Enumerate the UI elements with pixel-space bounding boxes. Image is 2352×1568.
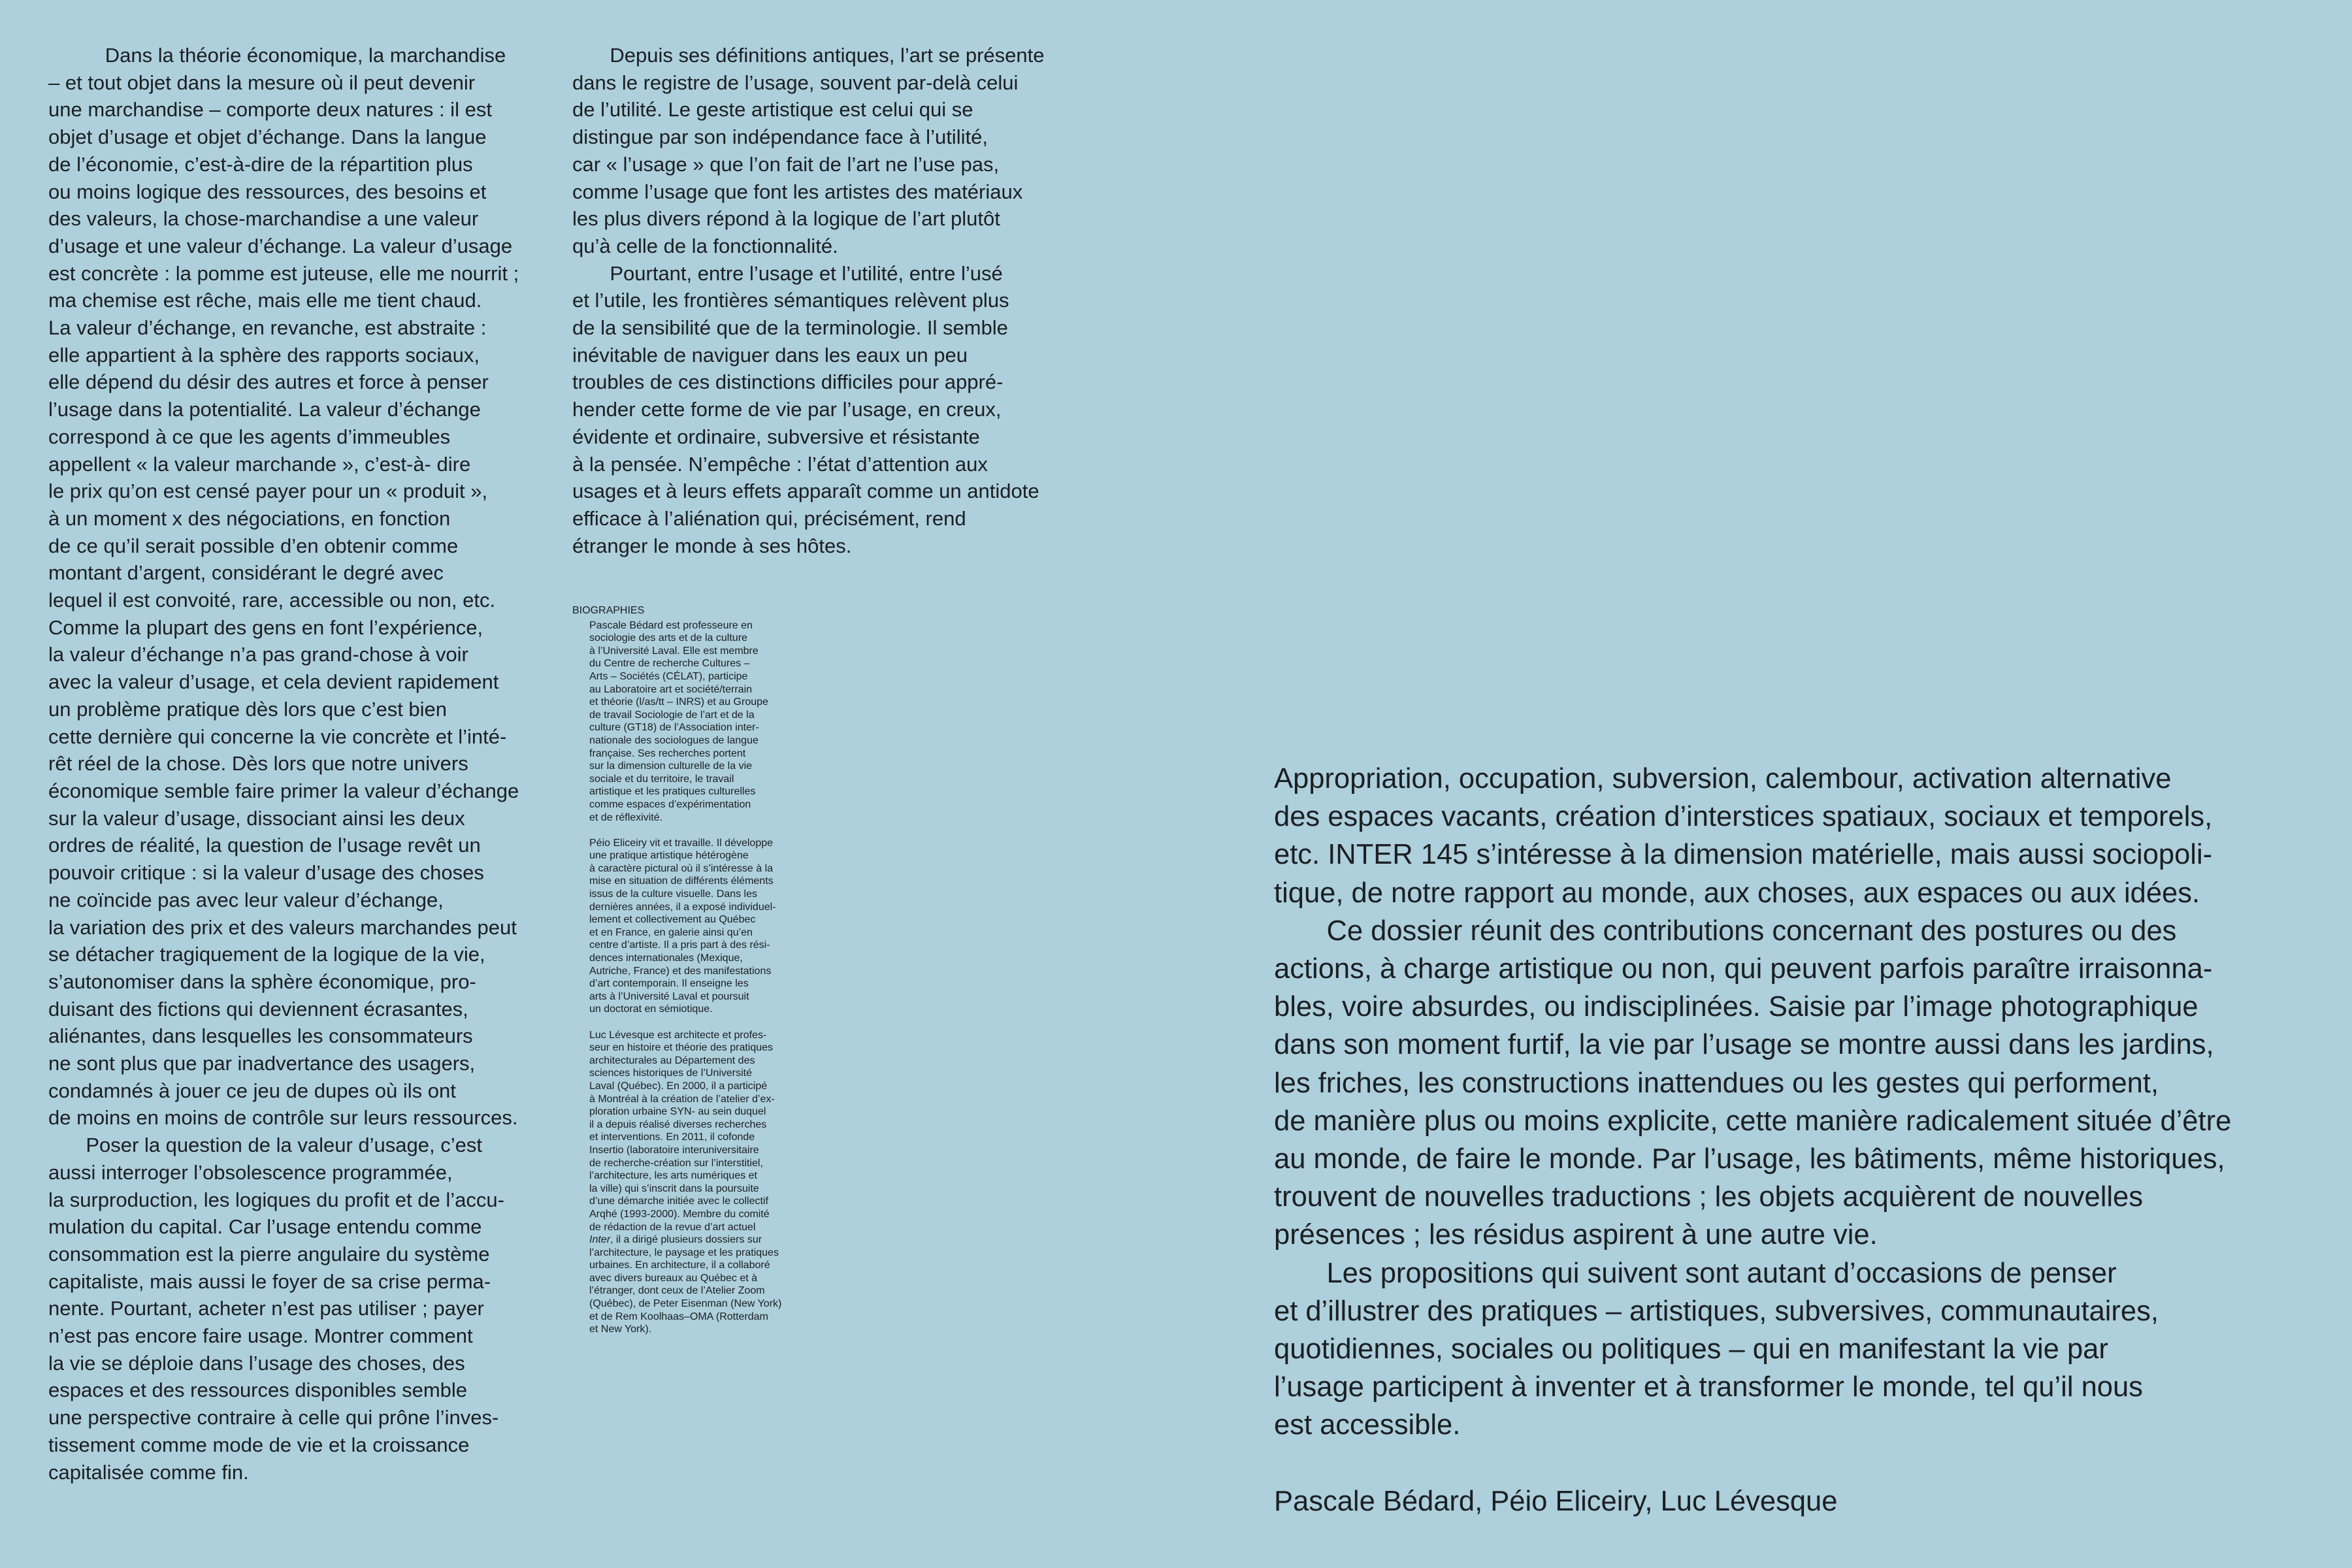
biographies-block (572, 604, 827, 1348)
biographies-heading: BIOGRAPHIES (572, 605, 645, 616)
essay-column-middle (572, 42, 1069, 559)
biography-eliceiry: Péio Eliceiry vit et travaille. Il développe une pratique artistique hétérogène à caractère pictural où il s’intéresse à la mise en situation de différents éléments issus de la culture visuelle. Dans les dernières années, il a exposé individuel- lement et collectivement au Québec et en France, en galerie ainsi qu’en centre d’artiste. Il a pris part à des rési- dences internationales (Mexique, Autriche, France) et des manifestations d’art contemporain. Il enseigne les arts à l’Université Laval et poursuit un doctorat en sémiotique. (589, 837, 776, 1015)
intro-paragraph: Les propositions qui suivent sont autant d’occasions de penser et d’illustrer des pratiques – artistiques, subversives, communautaires, quotidiennes, sociales ou politiques – qui en manifestant la vie par l’usage participent à inventer et à transformer le monde, tel qu’il nous est accessible. (1274, 1257, 2159, 1441)
essay-column-left (48, 42, 538, 1486)
biography-bedard: Pascale Bédard est professeure en sociologie des arts et de la culture à l’Université Laval. Elle est membre du Centre de recherche Cultures – Arts – Sociétés (CÉLAT), participe au Laboratoire art et société/terrain et théorie (l/as/tt – INRS) et au Groupe de travail Sociologie de l’art et de la culture (GT18) de l’Association inter- nationale des sociologues de langue française. Ses recherches portent sur la dimension culturelle de la vie sociale et du territoire, le travail artistique et les pratiques culturelles comme espaces d’expérimentation et de réflexivité. (589, 619, 768, 823)
essay-paragraph: Dans la théorie économique, la marchandise – et tout objet dans la mesure où il peut devenir une marchandise – comporte deux natures : il est objet d’usage et objet d’échange. Dans la langue de l’économie, c’est-à-dire de la répartition plus ou moins logique des ressources, des besoins et des valeurs, la chose-marchandise a une valeur d’usage et une valeur d’échange. La valeur d’usage est concrète : la pomme est juteuse, elle me nourrit ; ma chemise est rêche, mais elle me tient chaud. La valeur d’échange, en revanche, est abstraite : elle appartient à la sphère des rapports sociaux, elle dépend du désir des autres et force à penser l’usage dans la potentialité. La valeur d’échange correspond à ce que les agents d’immeubles appellent « la valeur marchande », c’est-à- dire le prix qu’on est censé payer pour un « produit », à un moment x des négociations, en fonction de ce qu’il serait possible d’en obtenir comme montant d’argent, considérant le degré avec lequel il est convoité, rare, accessible ou non, etc. Comme la plupart des gens en font l’expérience, la valeur d’échange n’a pas grand-chose à voir avec la valeur d’usage, et cela devient rapidement un problème pratique dès lors que c’est bien cette dernière qui concerne la vie concrète et l’inté- rêt réel de la chose. Dès lors que notre univers économique semble faire primer la valeur d’échange sur la valeur d’usage, dissociant ainsi les deux ordres de réalité, la question de l’usage revêt un pouvoir critique : si la valeur d’usage des choses ne coïncide pas avec leur valeur d’échange, la variation des prix et des valeurs marchandes peut se détacher tragiquement de la logique de la vie, s’autonomiser dans la sphère économique, pro- duisant des fictions qui deviennent écrasantes, aliénantes, dans lesquelles les consommateurs ne sont plus que par inadvertance des usagers, condamnés à jouer ce jeu de dupes où ils ont de moins en moins de contrôle sur leurs ressources. (48, 44, 519, 1130)
essay-paragraph: Depuis ses définitions antiques, l’art se présente dans le registre de l’usage, souvent par-delà celui de l’utilité. Le geste artistique est celui qui se distingue par son indépendance face à l’utilité, car « l’usage » que l’on fait de l’art ne l’use pas, comme l’usage que font les artistes des matériaux les plus divers répond à la logique de l’art plutôt qu’à celle de la fonctionnalité. (572, 44, 1045, 257)
essay-paragraph: Poser la question de la valeur d’usage, c’est aussi interroger l’obsolescence programmée, la surproduction, les logiques du profit et de l’accu- mulation du capital. Car l’usage entendu comme consommation est la pierre angulaire du système capitaliste, mais aussi le foyer de sa crise perma- nente. Pourtant, acheter n’est pas utiliser ; payer n’est pas encore faire usage. Montrer comment la vie se déploie dans l’usage des choses, des espaces et des ressources disponibles semble une perspective contraire à celle qui prône l’inves- tissement comme mode de vie et la croissance capitalisée comme fin. (48, 1134, 504, 1484)
essay-paragraph: Pourtant, entre l’usage et l’utilité, entre l’usé et l’utile, les frontières sémantiques relèvent plus de la sensibilité que de la terminologie. Il semble inévitable de naviguer dans les eaux un peu troubles de ces distinctions difficiles pour appré- hender cette forme de vie par l’usage, en creux, évidente et ordinaire, subversive et résistante à la pensée. N’empêche : l’état d’attention aux usages et à leurs effets apparaît comme un antidote efficace à l’aliénation qui, précisément, rend étranger le monde à ses hôtes. (572, 261, 1039, 557)
biography-levesque (572, 1029, 827, 1336)
intro-paragraph: Appropriation, occupation, subversion, calembour, activation alternative des espaces vacants, création d’interstices spatiaux, sociaux et temporels, etc. INTER 145 s’intéresse à la dimension matérielle, mais aussi sociopoli- tique, de notre rapport au monde, aux choses, aux espaces ou aux idées. (1274, 763, 2213, 909)
biography-levesque-tail: , il a dirigé plusieurs dossiers sur l’architecture, le paysage et les pratiques urbaines. En architecture, il a collaboré avec divers bureaux au Québec et à l’étranger, dont ceux de l’Atelier Zoom (Québec), de Peter Eisenman (New York) et de Rem Koolhaas–OMA (Rotterdam et New York). (589, 1234, 782, 1335)
journal-title: Inter (589, 1234, 611, 1246)
intro-paragraph: Ce dossier réunit des contributions concernant des postures ou des actions, à charge artistique ou non, qui peuvent parfois paraître irraisonna- bles, voire absurdes, ou indisciplinées. Saisie par l’image photographique dans son moment furtif, la vie par l’usage se montre aussi dans les jardins, les friches, les constructions inattendues ou les gestes qui performent, de manière plus ou moins explicite, cette manière radicalement située d’être au monde, de faire le monde. Par l’usage, les bâtiments, même historiques, trouvent de nouvelles traductions ; les objets acquièrent de nouvelles présences ; les résidus aspirent à une autre vie. (1274, 915, 2232, 1251)
dossier-introduction (1274, 760, 2293, 1520)
authors-signature: Pascale Bédard, Péio Eliceiry, Luc Lévesque (1274, 1485, 1838, 1517)
biography-levesque-text: Luc Lévesque est architecte et profes- seur en histoire et théorie des pratiques architecturales au Département des sciences historiques de l’Université Laval (Québec). En 2000, il a participé à Montréal à la création de l’atelier d’ex- ploration urbaine SYN- au sein duquel il a depuis réalisé diverses recherches et interventions. En 2011, il cofonde Insertio (laboratoire interuniversitaire de recherche-création sur l’interstitiel, l’architecture, les arts numériques et la ville) qui s’inscrit dans la poursuite d’une démarche initiée avec le collectif Arqhé (1993-2000). Membre du comité de rédaction de la revue d’art actuel (589, 1029, 775, 1233)
